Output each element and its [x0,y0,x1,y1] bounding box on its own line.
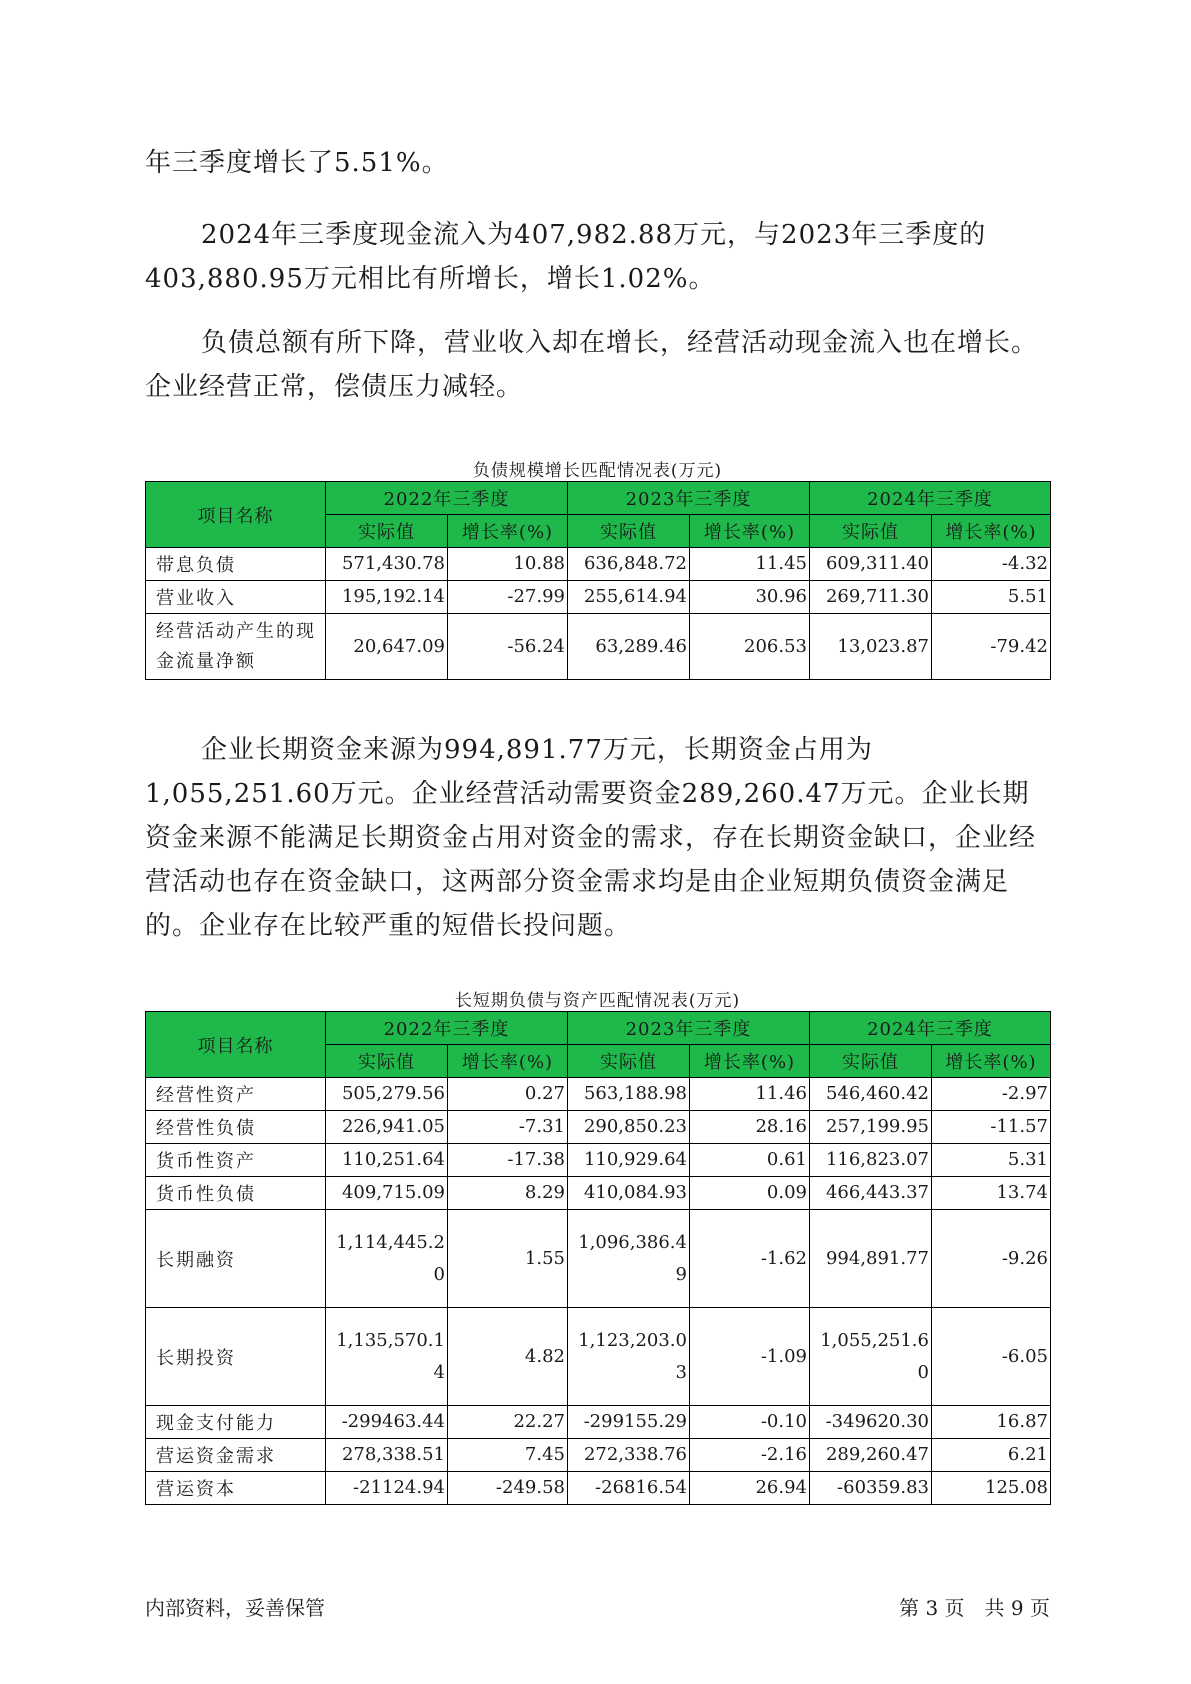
header-growth: 增长率(%) [690,515,810,548]
table-row [146,1472,1051,1505]
table-row [146,548,1051,581]
header-period: 2022年三季度 [326,482,568,515]
row-name: 营业收入 [146,581,326,614]
cell-value: 290,850.23 [568,1111,690,1144]
cell-value: 4.82 [448,1308,568,1406]
cell-value: 278,338.51 [326,1439,448,1472]
cell-value: 257,199.95 [810,1111,932,1144]
row-name: 现金支付能力 [146,1406,326,1439]
row-name: 长期融资 [146,1210,326,1308]
table-row [146,1078,1051,1111]
cell-value: -0.10 [690,1406,810,1439]
cell-value: 125.08 [932,1472,1051,1505]
cell-value: 466,443.37 [810,1177,932,1210]
header-growth: 增长率(%) [690,1045,810,1078]
table-row [146,614,1051,680]
cell-value: 26.94 [690,1472,810,1505]
row-name: 经营活动产生的现金流量净额 [146,614,326,680]
asset-liability-table [145,1011,1051,1505]
cell-value: 546,460.42 [810,1078,932,1111]
cell-value: 30.96 [690,581,810,614]
table-row [146,581,1051,614]
header-actual: 实际值 [326,1045,448,1078]
debt-growth-table [145,481,1051,680]
table-row [146,1406,1051,1439]
header-actual: 实际值 [568,1045,690,1078]
cell-value: 13,023.87 [810,614,932,680]
cell-value: 255,614.94 [568,581,690,614]
table1-caption: 负债规模增长匹配情况表(万元) [472,461,723,481]
cell-value: 110,251.64 [326,1144,448,1177]
header-period: 2023年三季度 [568,482,810,515]
page-number: 第 3 页 共 9 页 [899,1596,1050,1620]
cell-value: 195,192.14 [326,581,448,614]
cell-value: 563,188.98 [568,1078,690,1111]
cell-value: 11.45 [690,548,810,581]
cell-value: 1,096,386.49 [568,1210,690,1308]
cell-value: -4.32 [932,548,1051,581]
row-name: 带息负债 [146,548,326,581]
cell-value: 5.31 [932,1144,1051,1177]
cell-value: 28.16 [690,1111,810,1144]
header-actual: 实际值 [568,515,690,548]
cell-value: 269,711.30 [810,581,932,614]
cell-value: -11.57 [932,1111,1051,1144]
header-growth: 增长率(%) [448,515,568,548]
header-item-name: 项目名称 [146,482,326,548]
row-name: 货币性负债 [146,1177,326,1210]
header-period: 2024年三季度 [810,482,1051,515]
cell-value: -26816.54 [568,1472,690,1505]
cell-value: -56.24 [448,614,568,680]
cell-value: -6.05 [932,1308,1051,1406]
cell-value: 206.53 [690,614,810,680]
cell-value: -7.31 [448,1111,568,1144]
table-row [146,1177,1051,1210]
paragraph-1: 年三季度增长了5.51%。 [145,148,449,178]
table-row [146,1210,1051,1308]
cell-value: -2.97 [932,1078,1051,1111]
cell-value: -2.16 [690,1439,810,1472]
cell-value: 10.88 [448,548,568,581]
cell-value: 410,084.93 [568,1177,690,1210]
cell-value: 5.51 [932,581,1051,614]
footer-note: 内部资料，妥善保管 [145,1596,325,1620]
paragraph-2: 2024年三季度现金流入为407,982.88万元，与2023年三季度的403,880.95万元相比有所增长，增长1.02%。 [145,220,987,294]
header-growth: 增长率(%) [448,1045,568,1078]
cell-value: 20,647.09 [326,614,448,680]
header-actual: 实际值 [810,1045,932,1078]
cell-value: 63,289.46 [568,614,690,680]
cell-value: 609,311.40 [810,548,932,581]
cell-value: 11.46 [690,1078,810,1111]
cell-value: 505,279.56 [326,1078,448,1111]
cell-value: 13.74 [932,1177,1051,1210]
cell-value: 1,135,570.14 [326,1308,448,1406]
cell-value: 1,055,251.60 [810,1308,932,1406]
cell-value: 272,338.76 [568,1439,690,1472]
cell-value: 7.45 [448,1439,568,1472]
row-name: 长期投资 [146,1308,326,1406]
cell-value: 289,260.47 [810,1439,932,1472]
row-name: 营运资本 [146,1472,326,1505]
cell-value: 0.09 [690,1177,810,1210]
header-growth: 增长率(%) [932,1045,1051,1078]
row-name: 货币性资产 [146,1144,326,1177]
cell-value: 571,430.78 [326,548,448,581]
row-name: 营运资金需求 [146,1439,326,1472]
cell-value: -9.26 [932,1210,1051,1308]
cell-value: 1.55 [448,1210,568,1308]
cell-value: 8.29 [448,1177,568,1210]
header-period: 2024年三季度 [810,1012,1051,1045]
cell-value: -1.62 [690,1210,810,1308]
cell-value: 116,823.07 [810,1144,932,1177]
cell-value: 0.27 [448,1078,568,1111]
cell-value: 16.87 [932,1406,1051,1439]
cell-value: -21124.94 [326,1472,448,1505]
cell-value: -79.42 [932,614,1051,680]
paragraph-4: 企业长期资金来源为994,891.77万元，长期资金占用为1,055,251.60万元。企业经营活动需要资金289,260.47万元。企业长期资金来源不能满足长期资金占用对资金的需求，存在长期资金缺口，企业经营活动也存在资金缺口，这两部分资金需求均是由企业短期负债资金满足的。企业存在比较严重的短借长投问题。 [145,735,1037,941]
cell-value: -249.58 [448,1472,568,1505]
cell-value: -299463.44 [326,1406,448,1439]
header-period: 2022年三季度 [326,1012,568,1045]
table2-caption: 长短期负债与资产匹配情况表(万元) [454,991,741,1011]
table-row [146,1111,1051,1144]
row-name: 经营性负债 [146,1111,326,1144]
cell-value: 1,114,445.20 [326,1210,448,1308]
header-item-name: 项目名称 [146,1012,326,1078]
cell-value: -349620.30 [810,1406,932,1439]
cell-value: 22.27 [448,1406,568,1439]
table-row [146,1308,1051,1406]
cell-value: 1,123,203.03 [568,1308,690,1406]
cell-value: -17.38 [448,1144,568,1177]
table-row [146,1439,1051,1472]
table-row [146,1144,1051,1177]
header-growth: 增长率(%) [932,515,1051,548]
cell-value: -1.09 [690,1308,810,1406]
cell-value: -299155.29 [568,1406,690,1439]
header-period: 2023年三季度 [568,1012,810,1045]
header-actual: 实际值 [810,515,932,548]
cell-value: 6.21 [932,1439,1051,1472]
cell-value: 226,941.05 [326,1111,448,1144]
cell-value: 994,891.77 [810,1210,932,1308]
cell-value: -27.99 [448,581,568,614]
header-actual: 实际值 [326,515,448,548]
cell-value: 636,848.72 [568,548,690,581]
cell-value: 0.61 [690,1144,810,1177]
row-name: 经营性资产 [146,1078,326,1111]
paragraph-3: 负债总额有所下降，营业收入却在增长，经营活动现金流入也在增长。企业经营正常，偿债压力减轻。 [145,328,1039,402]
cell-value: 110,929.64 [568,1144,690,1177]
cell-value: 409,715.09 [326,1177,448,1210]
cell-value: -60359.83 [810,1472,932,1505]
